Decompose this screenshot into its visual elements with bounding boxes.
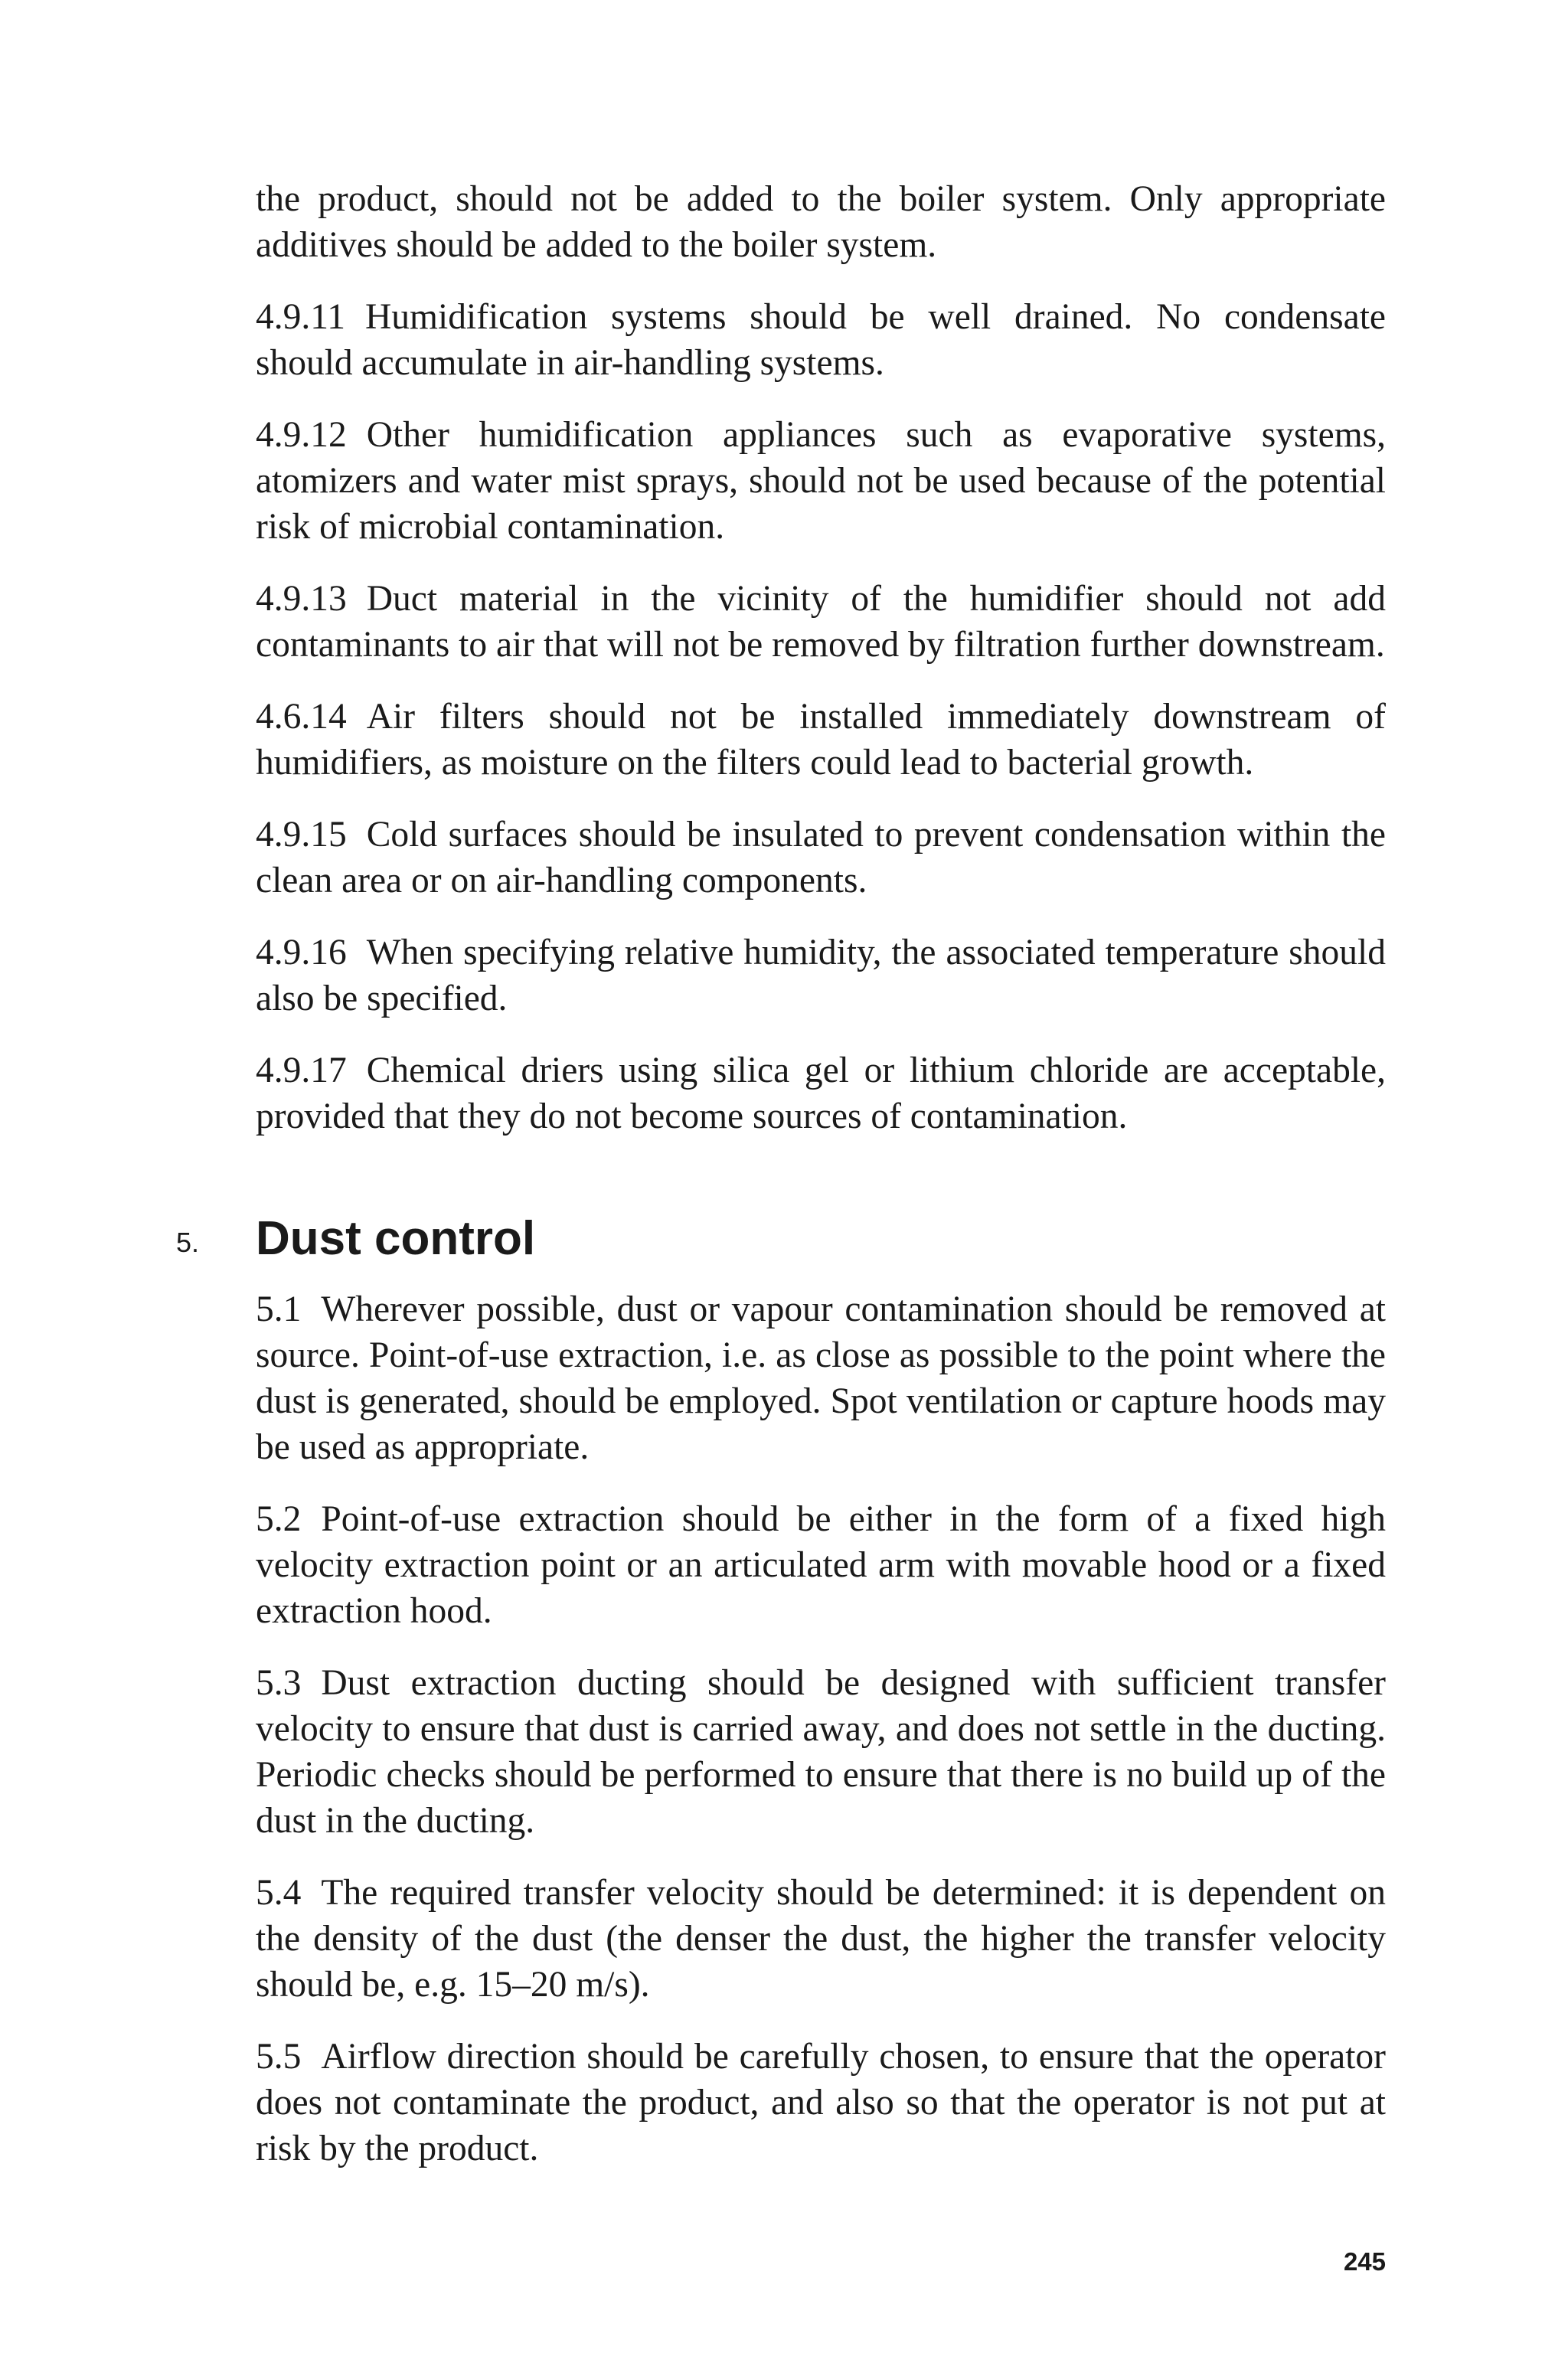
paragraph-text: Humidification systems should be well drained. No condensate should accumulate in air-handling systems. [256, 297, 1386, 383]
paragraph-text: Point-of-use extraction should be either in the form of a fixed high velocity extraction point or an articulated arm with movable hood or a fixed extraction hood. [256, 1499, 1386, 1631]
paragraph-number: 5.5 [256, 2037, 302, 2077]
paragraph-number: 5.3 [256, 1663, 302, 1703]
paragraph-number: 4.9.13 [256, 579, 347, 619]
paragraph-4-9-17 [256, 1047, 1386, 1139]
paragraph-text: Other humidification appliances such as evaporative systems, atomizers and water mist sprays, should not be used because of the potential risk of microbial contamination. [256, 415, 1386, 547]
paragraph-number: 4.9.11 [256, 297, 345, 337]
paragraph-text: Airflow direction should be carefully chosen, to ensure that the operator does not contaminate the product, and also so that the operator is not put at risk by the product. [256, 2037, 1386, 2168]
paragraph-4-9-16 [256, 930, 1386, 1021]
paragraph-text: The required transfer velocity should be determined: it is dependent on the density of the dust (the denser the dust, the higher the transfer velocity should be, e.g. 15–20 m/s). [256, 1873, 1386, 2005]
paragraph-number: 4.6.14 [256, 697, 347, 737]
paragraph-text: Duct material in the vicinity of the humidifier should not add contaminants to air that will not be removed by filtration further downstream. [256, 579, 1386, 665]
paragraph-4-9-13 [256, 576, 1386, 668]
paragraph-4-9-11 [256, 294, 1386, 386]
paragraph-number: 5.4 [256, 1873, 302, 1913]
paragraph-4-9-12 [256, 412, 1386, 550]
paragraph-5-5 [256, 2034, 1386, 2172]
page-number: 245 [1343, 2247, 1386, 2276]
paragraph-text: When specifying relative humidity, the associated temperature should also be specified. [256, 933, 1386, 1018]
paragraph-5-2 [256, 1496, 1386, 1634]
paragraph-text: Air filters should not be installed immediately downstream of humidifiers, as moisture on the filters could lead to bacterial growth. [256, 697, 1386, 783]
paragraph-text: Wherever possible, dust or vapour contamination should be removed at source. Point-of-use extraction, i.e. as close as possible to the point where the dust is generated, should be employed. Spot ventilation or capture hoods may be used as appropriate. [256, 1289, 1386, 1467]
paragraph-5-4 [256, 1870, 1386, 2008]
paragraph-text: Dust extraction ducting should be designed with sufficient transfer velocity to ensure that dust is carried away, and does not settle in the ducting. Periodic checks should be performed to ensure that there is no build up of the dust in the ducting. [256, 1663, 1386, 1841]
section-number: 5. [176, 1227, 200, 1258]
paragraph-4-6-14 [256, 694, 1386, 786]
paragraph-number: 5.2 [256, 1499, 302, 1539]
section-heading [176, 1210, 1386, 1268]
paragraph-text: Chemical driers using silica gel or lithium chloride are acceptable, provided that they do not become sources of contamination. [256, 1051, 1386, 1136]
paragraph-number: 4.9.17 [256, 1051, 347, 1090]
paragraph-number: 4.9.15 [256, 815, 347, 855]
section-title: Dust control [256, 1212, 536, 1265]
paragraph-number: 5.1 [256, 1289, 302, 1329]
paragraph-5-1 [256, 1286, 1386, 1470]
paragraph-number: 4.9.12 [256, 415, 347, 455]
paragraph-number: 4.9.16 [256, 933, 347, 972]
continued-paragraph [256, 176, 1386, 268]
paragraph-5-3 [256, 1660, 1386, 1844]
paragraph-4-9-15 [256, 812, 1386, 904]
paragraph-text: Cold surfaces should be insulated to prevent condensation within the clean area or on air-handling components. [256, 815, 1386, 900]
page-body [176, 176, 1386, 2198]
paragraph-text: the product, should not be added to the boiler system. Only appropriate additives should be added to the boiler system. [256, 179, 1386, 265]
